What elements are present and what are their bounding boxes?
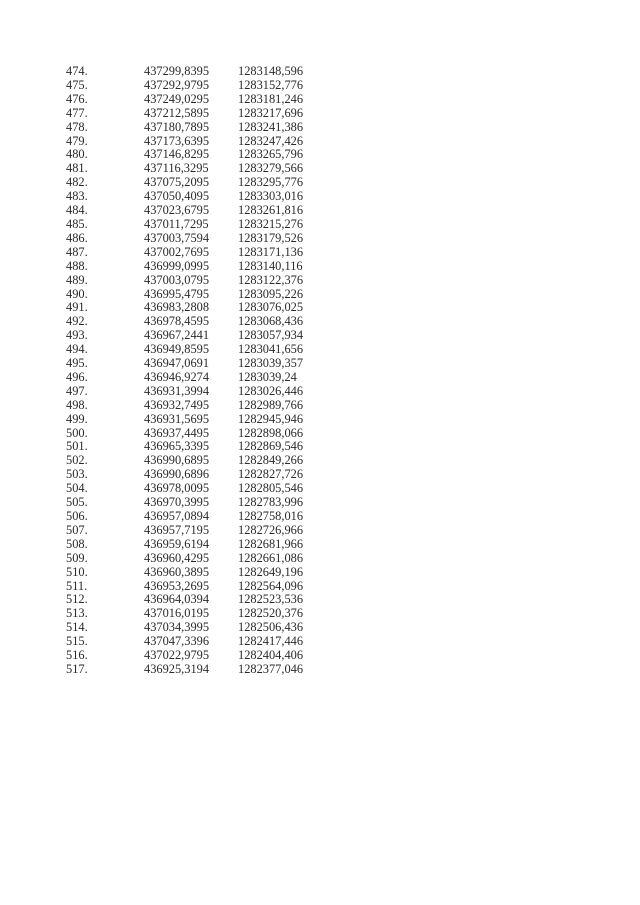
x-coordinate: 437249,0295 (144, 91, 210, 106)
point-number: 478. (66, 119, 88, 134)
x-coordinate: 436995,4795 (144, 286, 210, 301)
point-number: 491. (66, 300, 88, 315)
point-number: 475. (66, 77, 88, 92)
point-number: 490. (66, 286, 88, 301)
y-coordinate: 1283261,816 (238, 203, 304, 218)
table-row (66, 93, 328, 107)
x-coordinate: 437212,5895 (144, 105, 210, 120)
x-coordinate: 436925,3194 (144, 661, 210, 676)
table-row (66, 538, 328, 552)
point-number: 474. (66, 64, 88, 78)
x-coordinate: 437075,2095 (144, 175, 210, 190)
table-row (66, 552, 328, 566)
x-coordinate: 436932,7495 (144, 397, 210, 412)
y-coordinate: 1282898,066 (238, 425, 304, 440)
table-row (66, 621, 328, 635)
table-row (66, 649, 328, 663)
table-row (66, 593, 328, 607)
y-coordinate: 1282520,376 (238, 606, 304, 621)
point-number: 504. (66, 481, 88, 496)
point-number: 496. (66, 369, 88, 384)
point-number: 498. (66, 397, 88, 412)
y-coordinate: 1283171,136 (238, 244, 304, 259)
y-coordinate: 1283076,025 (238, 300, 304, 315)
x-coordinate: 436960,4295 (144, 550, 210, 565)
y-coordinate: 1282523,536 (238, 592, 304, 607)
y-coordinate: 1282649,196 (238, 564, 304, 579)
x-coordinate: 436953,2695 (144, 578, 210, 593)
point-number: 479. (66, 133, 88, 148)
y-coordinate: 1283265,796 (238, 147, 304, 162)
point-number: 493. (66, 328, 88, 343)
x-coordinate: 437299,8395 (144, 64, 210, 78)
table-row (66, 482, 328, 496)
y-coordinate: 1283303,016 (238, 189, 304, 204)
y-coordinate: 1282783,996 (238, 495, 304, 510)
x-coordinate: 437050,4095 (144, 189, 210, 204)
x-coordinate: 437034,3995 (144, 620, 210, 635)
table-row (66, 176, 328, 190)
y-coordinate: 1283148,596 (238, 64, 304, 78)
table-row (66, 566, 328, 580)
x-coordinate: 436949,8595 (144, 342, 210, 357)
point-number: 516. (66, 648, 88, 663)
table-row (66, 232, 328, 246)
y-coordinate: 1283026,446 (238, 383, 304, 398)
point-number: 505. (66, 495, 88, 510)
x-coordinate: 437011,7295 (144, 216, 209, 231)
table-row (66, 399, 328, 413)
x-coordinate: 436937,4495 (144, 425, 210, 440)
x-coordinate: 437146,8295 (144, 147, 210, 162)
table-row (66, 385, 328, 399)
y-coordinate: 1282945,946 (238, 411, 304, 426)
y-coordinate: 1283215,276 (238, 216, 304, 231)
table-row (66, 371, 328, 385)
x-coordinate: 436957,7195 (144, 522, 210, 537)
point-number: 509. (66, 550, 88, 565)
y-coordinate: 1282404,406 (238, 648, 304, 663)
x-coordinate: 436931,3994 (144, 383, 210, 398)
point-number: 503. (66, 467, 88, 482)
table-row (66, 440, 328, 454)
point-number: 517. (66, 661, 88, 676)
y-coordinate: 1283057,934 (238, 328, 304, 343)
table-row (66, 301, 328, 315)
x-coordinate: 436970,3995 (144, 495, 210, 510)
point-number: 488. (66, 258, 88, 273)
x-coordinate: 437116,3295 (144, 161, 209, 176)
table-row (66, 288, 328, 302)
table-row (66, 246, 328, 260)
y-coordinate: 1282506,436 (238, 620, 304, 635)
point-number: 514. (66, 620, 88, 635)
x-coordinate: 437023,6795 (144, 203, 210, 218)
point-number: 494. (66, 342, 88, 357)
x-coordinate: 437292,9795 (144, 77, 210, 92)
y-coordinate: 1283152,776 (238, 77, 304, 92)
table-row (66, 204, 328, 218)
x-coordinate: 437173,6395 (144, 133, 210, 148)
y-coordinate: 1282849,266 (238, 453, 304, 468)
point-number: 484. (66, 203, 88, 218)
x-coordinate: 436946,9274 (144, 369, 210, 384)
y-coordinate: 1282564,096 (238, 578, 304, 593)
y-coordinate: 1282869,546 (238, 439, 304, 454)
table-row (66, 162, 328, 176)
table-row (66, 329, 328, 343)
table-row (66, 315, 328, 329)
x-coordinate: 436983,2808 (144, 300, 210, 315)
table-row (66, 663, 328, 677)
table-row (66, 135, 328, 149)
point-number: 486. (66, 230, 88, 245)
table-row (66, 524, 328, 538)
point-number: 508. (66, 536, 88, 551)
y-coordinate: 1283039,357 (238, 356, 304, 371)
y-coordinate: 1283181,246 (238, 91, 304, 106)
x-coordinate: 436964,0394 (144, 592, 210, 607)
point-number: 482. (66, 175, 88, 190)
table-row (66, 274, 328, 288)
table-row (66, 218, 328, 232)
y-coordinate: 1283140,116 (238, 258, 303, 273)
point-number: 510. (66, 564, 88, 579)
point-number: 487. (66, 244, 88, 259)
x-coordinate: 436978,0095 (144, 481, 210, 496)
point-number: 483. (66, 189, 88, 204)
y-coordinate: 1282827,726 (238, 467, 304, 482)
table-row (66, 190, 328, 204)
y-coordinate: 1282989,766 (238, 397, 304, 412)
table-row (66, 580, 328, 594)
table-row (66, 635, 328, 649)
table-row (66, 468, 328, 482)
table-row (66, 65, 328, 79)
y-coordinate: 1282417,446 (238, 634, 304, 649)
y-coordinate: 1283179,526 (238, 230, 304, 245)
x-coordinate: 436959,6194 (144, 536, 210, 551)
x-coordinate: 437022,9795 (144, 648, 210, 663)
point-number: 477. (66, 105, 88, 120)
point-number: 499. (66, 411, 88, 426)
point-number: 513. (66, 606, 88, 621)
y-coordinate: 1282726,966 (238, 522, 304, 537)
y-coordinate: 1283068,436 (238, 314, 304, 329)
x-coordinate: 436999,0995 (144, 258, 210, 273)
table-row (66, 148, 328, 162)
x-coordinate: 436931,5695 (144, 411, 210, 426)
table-row (66, 121, 328, 135)
x-coordinate: 437016,0195 (144, 606, 210, 621)
x-coordinate: 436967,2441 (144, 328, 210, 343)
y-coordinate: 1283279,566 (238, 161, 304, 176)
y-coordinate: 1283217,696 (238, 105, 304, 120)
x-coordinate: 437180,7895 (144, 119, 210, 134)
y-coordinate: 1283041,656 (238, 342, 304, 357)
point-number: 511. (66, 578, 88, 593)
x-coordinate: 437002,7695 (144, 244, 210, 259)
table-row (66, 510, 328, 524)
point-number: 480. (66, 147, 88, 162)
table-row (66, 607, 328, 621)
x-coordinate: 437047,3396 (144, 634, 210, 649)
coordinate-table-body (66, 65, 328, 677)
y-coordinate: 1282805,546 (238, 481, 304, 496)
table-row (66, 107, 328, 121)
x-coordinate: 437003,7594 (144, 230, 210, 245)
x-coordinate: 436947,0691 (144, 356, 210, 371)
table-row (66, 79, 328, 93)
x-coordinate: 437003,0795 (144, 272, 210, 287)
y-coordinate: 1282681,966 (238, 536, 304, 551)
y-coordinate: 1282661,086 (238, 550, 304, 565)
point-number: 492. (66, 314, 88, 329)
point-number: 512. (66, 592, 88, 607)
y-coordinate: 1282758,016 (238, 509, 304, 523)
point-number: 497. (66, 383, 88, 398)
point-number: 489. (66, 272, 88, 287)
y-coordinate: 1283122,376 (238, 272, 304, 287)
coordinate-table (66, 65, 328, 677)
point-number: 500. (66, 425, 88, 440)
x-coordinate: 436990,6896 (144, 467, 210, 482)
y-coordinate: 1283095,226 (238, 286, 304, 301)
y-coordinate: 1283241,386 (238, 119, 304, 134)
y-coordinate: 1283039,24 (238, 369, 297, 384)
table-row (66, 413, 328, 427)
x-coordinate: 436978,4595 (144, 314, 210, 329)
x-coordinate: 436960,3895 (144, 564, 210, 579)
x-coordinate: 436965,3395 (144, 439, 210, 454)
y-coordinate: 1283247,426 (238, 133, 304, 148)
point-number: 495. (66, 356, 88, 371)
x-coordinate: 436990,6895 (144, 453, 210, 468)
point-number: 507. (66, 522, 88, 537)
point-number: 476. (66, 91, 88, 106)
table-row (66, 454, 328, 468)
table-row (66, 260, 328, 274)
point-number: 481. (66, 161, 88, 176)
point-number: 515. (66, 634, 88, 649)
point-number: 485. (66, 216, 88, 231)
y-coordinate: 1283295,776 (238, 175, 304, 190)
point-number: 501. (66, 439, 88, 454)
table-row (66, 343, 328, 357)
point-number: 506. (66, 509, 88, 523)
table-row (66, 496, 328, 510)
point-number: 502. (66, 453, 88, 468)
table-row (66, 357, 328, 371)
x-coordinate: 436957,0894 (144, 509, 210, 523)
y-coordinate: 1282377,046 (238, 661, 304, 676)
table-row (66, 427, 328, 441)
